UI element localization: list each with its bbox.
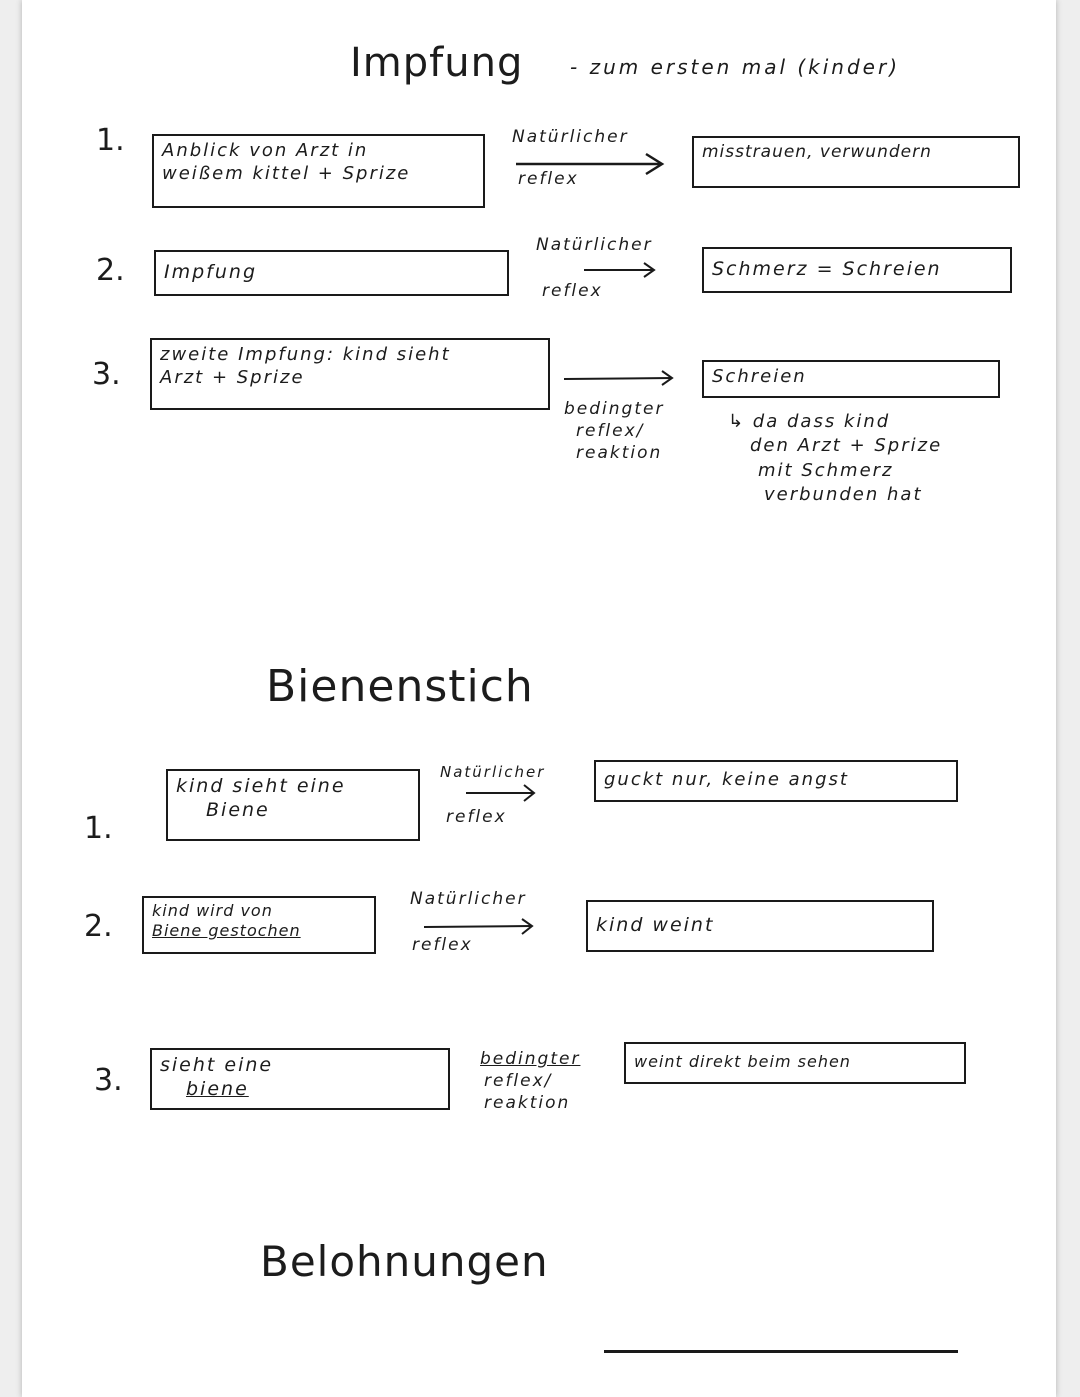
impfung-step-3-note [728, 410, 942, 507]
impfung-step-1-stimulus-box [152, 134, 485, 208]
impfung-step-1-arrow-label-top: Natürlicher [512, 127, 629, 147]
arrow-label-line: reaktion [576, 443, 663, 464]
right-arrow-icon [582, 260, 662, 280]
stimulus-line: sieht eine [160, 1054, 274, 1076]
reaction-text: weint direkt beim sehen [634, 1052, 851, 1071]
bienenstich-step-3-number: 3. [94, 1063, 123, 1098]
bienenstich-step-2-number: 2. [84, 909, 113, 944]
stimulus-line: weißem kittel + Sprize [162, 162, 411, 184]
bienenstich-step-1-reaction-box [594, 760, 958, 802]
impfung-step-3-reaction-box [702, 360, 1000, 398]
bienenstich-step-2-arrow-label-top: Natürlicher [410, 889, 527, 909]
bienenstich-step-2-reaction-box [586, 900, 934, 952]
reaction-text: Schreien [712, 366, 807, 387]
bienenstich-step-2-arrow-label-bottom: reflex [412, 935, 473, 955]
arrow-label-line: bedingter [480, 1049, 581, 1069]
divider-line [604, 1350, 958, 1353]
reaction-text: guckt nur, keine angst [604, 769, 849, 790]
impfung-step-1-number: 1. [96, 123, 125, 158]
impfung-step-1-arrow-label-bottom: reflex [518, 169, 579, 189]
reaction-text: kind weint [596, 914, 715, 936]
impfung-step-2-arrow-label-top: Natürlicher [536, 235, 653, 255]
stimulus-line: kind wird von [152, 901, 273, 920]
stimulus-line: Biene gestochen [152, 921, 301, 940]
bienenstich-step-1-number: 1. [84, 811, 113, 846]
stimulus-line: Anblick von Arzt in [162, 140, 369, 161]
right-arrow-icon [462, 782, 542, 804]
bienenstich-step-1-stimulus-box [166, 769, 420, 841]
bienenstich-step-2-stimulus-box [142, 896, 376, 954]
note-line: den Arzt + Sprize [750, 435, 943, 457]
impfung-step-3-arrow-label [564, 398, 664, 464]
impfung-step-2-reaction-box [702, 247, 1012, 293]
stimulus-line: kind sieht eine [176, 775, 346, 797]
reaction-text: misstrauen, verwundern [702, 142, 932, 162]
stimulus-line: zweite Impfung: kind sieht [160, 344, 451, 365]
note-line: ↳ da dass kind [728, 411, 891, 432]
note-line: verbunden hat [764, 483, 923, 505]
notebook-page [22, 0, 1056, 1397]
right-arrow-icon [562, 368, 682, 388]
impfung-step-2-stimulus-box [154, 250, 509, 296]
arrow-label-line: bedingter [564, 399, 665, 419]
arrow-label-line: reflex/ [576, 421, 645, 442]
reaction-text: Schmerz = Schreien [712, 258, 942, 280]
stimulus-line: Biene [206, 798, 270, 821]
note-line: mit Schmerz [758, 459, 894, 481]
stimulus-line: Impfung [164, 261, 258, 283]
bienenstich-step-1-arrow-label-bottom: reflex [446, 807, 507, 827]
impfung-title: Impfung [350, 40, 524, 86]
arrow-label-line: reflex/ [484, 1071, 553, 1092]
bienenstich-title: Bienenstich [266, 661, 534, 712]
impfung-step-1-reaction-box [692, 136, 1020, 188]
impfung-step-3-stimulus-box [150, 338, 550, 410]
impfung-step-2-number: 2. [96, 253, 125, 288]
arrow-label-line: reaktion [484, 1093, 571, 1114]
impfung-step-3-number: 3. [92, 357, 121, 392]
bienenstich-step-1-arrow-label-top: Natürlicher [440, 763, 546, 781]
bienenstich-step-3-reaction-box [624, 1042, 966, 1084]
stimulus-line: Arzt + Sprize [160, 366, 305, 388]
impfung-step-2-arrow-label-bottom: reflex [542, 281, 603, 301]
stimulus-line: biene [186, 1077, 249, 1100]
belohnungen-title: Belohnungen [260, 1237, 549, 1286]
bienenstich-step-3-stimulus-box [150, 1048, 450, 1110]
impfung-subtitle: - zum ersten mal (kinder) [570, 55, 901, 79]
bienenstich-step-3-arrow-label [480, 1048, 580, 1114]
